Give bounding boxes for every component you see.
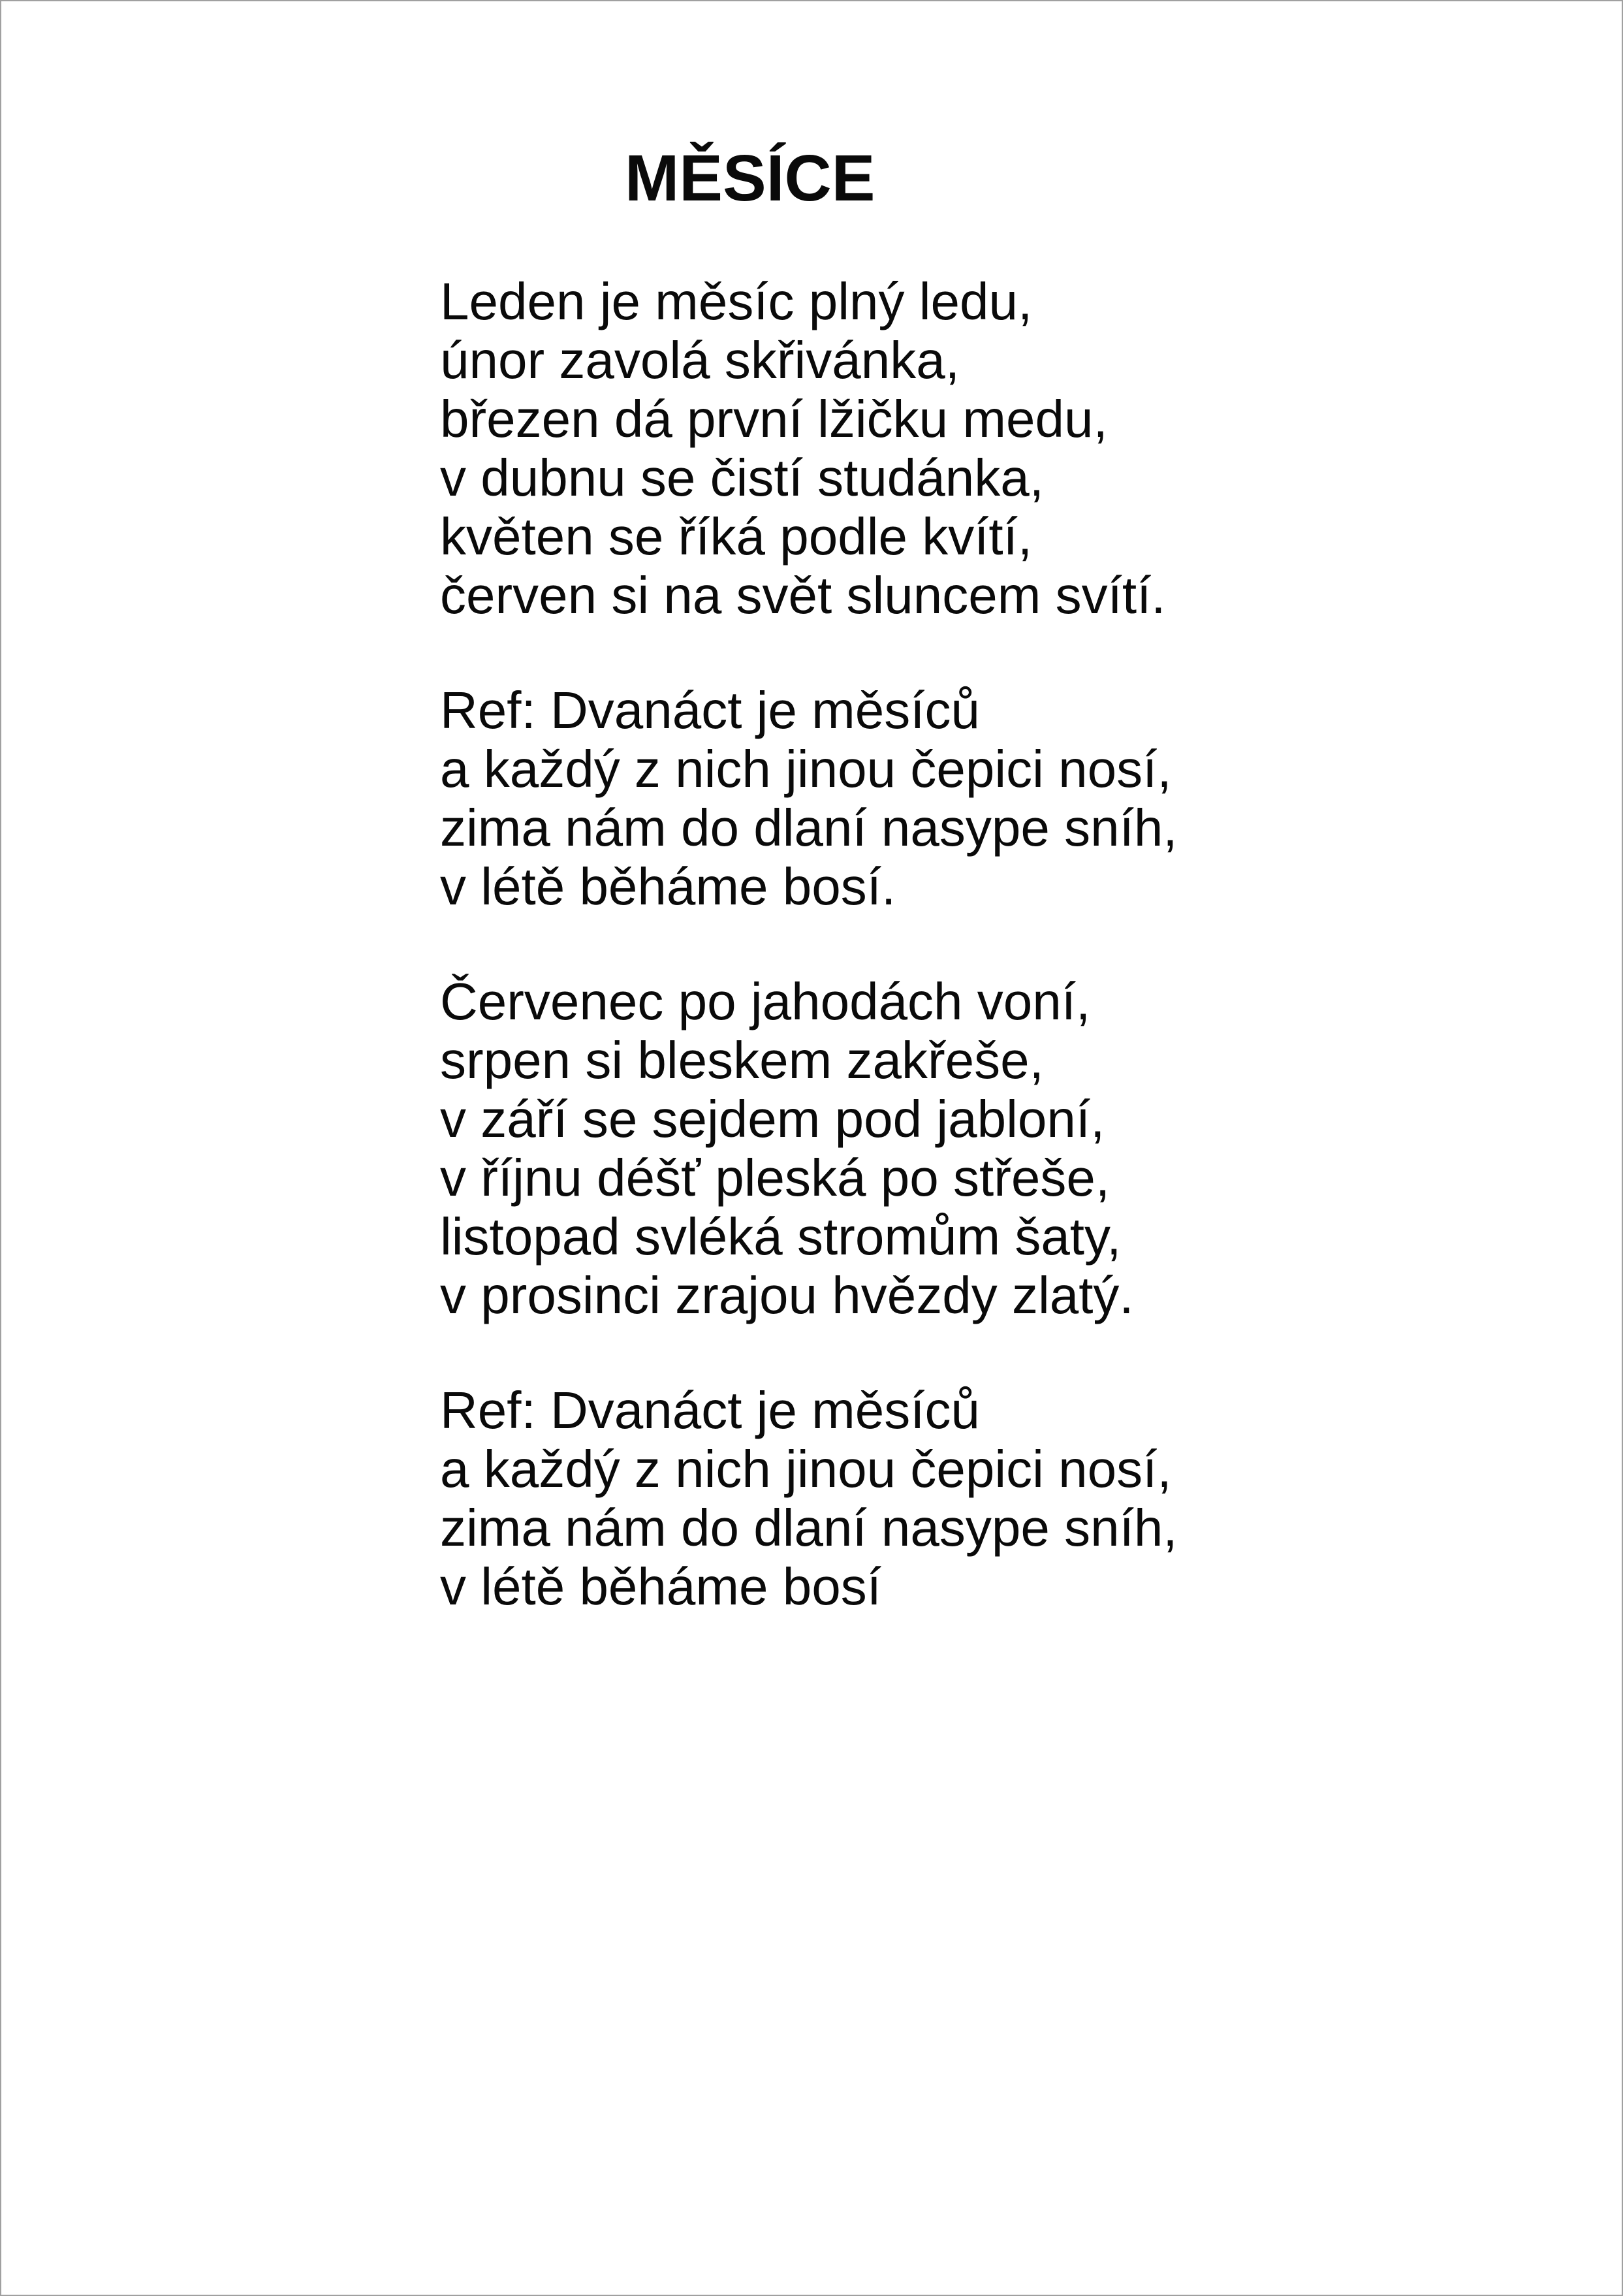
lyric-line: únor zavolá skřivánka, bbox=[440, 331, 960, 389]
lyric-line: zima nám do dlaní nasype sníh, bbox=[440, 1499, 1178, 1557]
lyric-line: Ref: Dvanáct je měsíců bbox=[440, 1381, 980, 1439]
lyric-line: v létě běháme bosí bbox=[440, 1557, 881, 1616]
lyrics-body bbox=[440, 272, 1419, 1672]
lyric-line: Červenec po jahodách voní, bbox=[440, 972, 1091, 1030]
lyric-line: březen dá první lžičku medu, bbox=[440, 390, 1108, 448]
lyric-line: červen si na svět sluncem svítí. bbox=[440, 566, 1166, 624]
lyric-line: zima nám do dlaní nasype sníh, bbox=[440, 799, 1178, 857]
lyric-line: Ref: Dvanáct je měsíců bbox=[440, 681, 980, 739]
lyric-line: v září se sejdem pod jabloní, bbox=[440, 1090, 1105, 1148]
lyric-line: v létě běháme bosí. bbox=[440, 857, 896, 916]
lyric-line: v prosinci zrajou hvězdy zlatý. bbox=[440, 1266, 1134, 1324]
stanza-verse-2 bbox=[440, 972, 1419, 1325]
stanza-refrain-1 bbox=[440, 681, 1419, 916]
lyric-line: v říjnu déšť pleská po střeše, bbox=[440, 1149, 1111, 1207]
stanza-refrain-2 bbox=[440, 1381, 1419, 1616]
lyric-line: a každý z nich jinou čepici nosí, bbox=[440, 740, 1172, 798]
lyric-line: květen se říká podle kvítí, bbox=[440, 507, 1033, 566]
lyric-line: Leden je měsíc plný ledu, bbox=[440, 272, 1033, 330]
stanza-verse-1 bbox=[440, 272, 1419, 625]
lyric-line: v dubnu se čistí studánka, bbox=[440, 449, 1044, 507]
lyric-line: a každý z nich jinou čepici nosí, bbox=[440, 1440, 1172, 1498]
lyric-line: listopad svléká stromům šaty, bbox=[440, 1207, 1122, 1266]
lyric-line: srpen si bleskem zakřeše, bbox=[440, 1031, 1044, 1089]
page-title: MĚSÍCE bbox=[625, 142, 875, 215]
